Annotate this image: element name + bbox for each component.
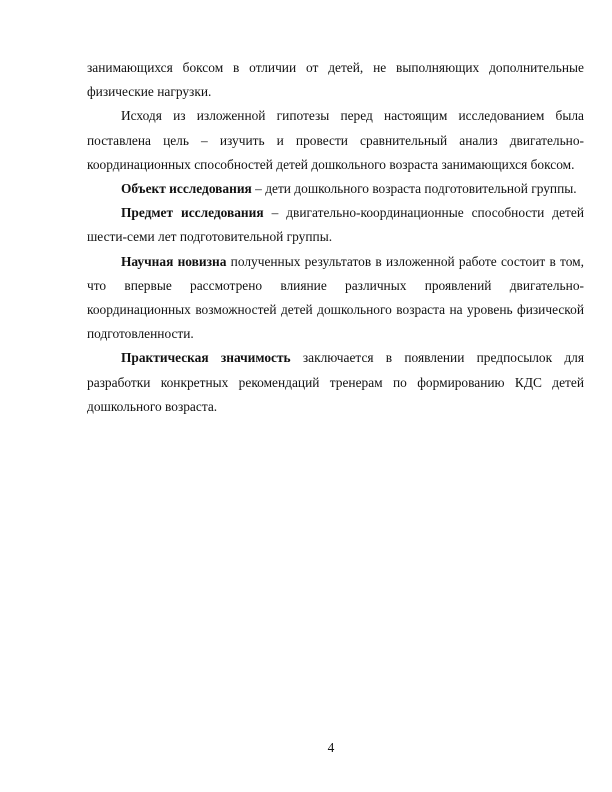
paragraph-goal xyxy=(87,104,584,177)
paragraph-novelty xyxy=(87,250,584,347)
paragraph-lead: Научная новизна xyxy=(121,253,227,269)
paragraph-subject xyxy=(87,201,584,249)
paragraph-object xyxy=(87,177,584,201)
paragraph-continuation xyxy=(87,56,584,104)
page-number: 4 xyxy=(327,740,335,755)
paragraph-lead: Предмет исследования xyxy=(121,205,264,221)
paragraph-text: – дети дошкольного возраста подготовительной группы. xyxy=(251,181,577,197)
paragraph-lead: Практическая значимость xyxy=(121,350,291,366)
paragraph-lead: Объект исследования xyxy=(121,181,252,197)
paragraph-text: – двигательно-координационные способности детей шести-семи лет подготовительной группы. xyxy=(87,205,584,245)
paragraph-text: заключается в появлении предпосылок для разработки конкретных рекомендаций тренерам по формированию КДС детей дошкольного возраста. xyxy=(87,350,584,414)
paragraph-significance xyxy=(87,346,584,419)
paragraph-text: полученных результатов в изложенной работе состоит в том, что впервые рассмотрено влияние различных проявлений двигательно-координационных возможностей детей дошкольного возраста на уровень физической подготовленности. xyxy=(87,253,584,342)
paragraph-text: Исходя из изложенной гипотезы перед настоящим исследованием была поставлена цель – изучить и провести сравнительный анализ двигательно-координационных способностей детей дошкольного возраста занимающихся боксом. xyxy=(87,108,584,172)
body-text xyxy=(87,56,584,419)
paragraph-text: занимающихся боксом в отличии от детей, не выполняющих дополнительные физические нагрузки. xyxy=(87,60,584,100)
